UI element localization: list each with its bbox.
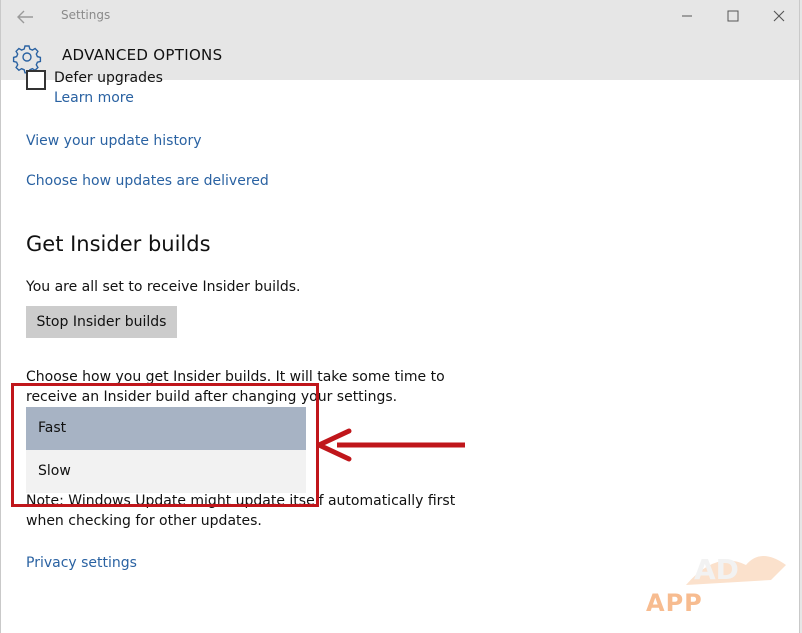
update-delivery-link[interactable]: Choose how updates are delivered — [26, 173, 269, 189]
annotation-highlight-box — [11, 383, 319, 507]
maximize-icon[interactable] — [723, 7, 743, 25]
back-arrow-icon[interactable] — [15, 8, 35, 26]
dropdown-option-slow[interactable]: Slow — [26, 450, 306, 493]
svg-text:AD: AD — [694, 553, 739, 586]
insider-choose-text: Choose how you get Insider builds. It will take some time to receive an Insider build after changing your settings. — [26, 369, 445, 405]
privacy-settings-link[interactable]: Privacy settings — [26, 555, 137, 571]
watermark-text: APP — [646, 589, 703, 617]
insider-status-text: You are all set to receive Insider builds. — [26, 279, 301, 295]
watermark-logo — [646, 545, 796, 615]
insider-heading: Get Insider builds — [26, 232, 211, 256]
close-icon[interactable] — [769, 7, 789, 25]
gear-icon — [13, 43, 41, 71]
window-title: Settings — [61, 8, 111, 22]
minimize-icon[interactable] — [677, 7, 697, 25]
defer-upgrades-checkbox[interactable] — [26, 70, 46, 90]
stop-insider-builds-button[interactable]: Stop Insider builds — [26, 306, 177, 338]
learn-more-link[interactable]: Learn more — [54, 90, 134, 106]
defer-upgrades-label: Defer upgrades — [54, 70, 163, 86]
insider-note-text: Note: Windows Update might update itself automatically first when checking for other updates. — [26, 493, 456, 529]
page-title: ADVANCED OPTIONS — [62, 46, 223, 64]
title-bar — [1, 0, 799, 34]
annotation-arrow-icon — [317, 427, 467, 463]
update-history-link[interactable]: View your update history — [26, 133, 202, 149]
dropdown-option-fast[interactable]: Fast — [26, 407, 306, 450]
